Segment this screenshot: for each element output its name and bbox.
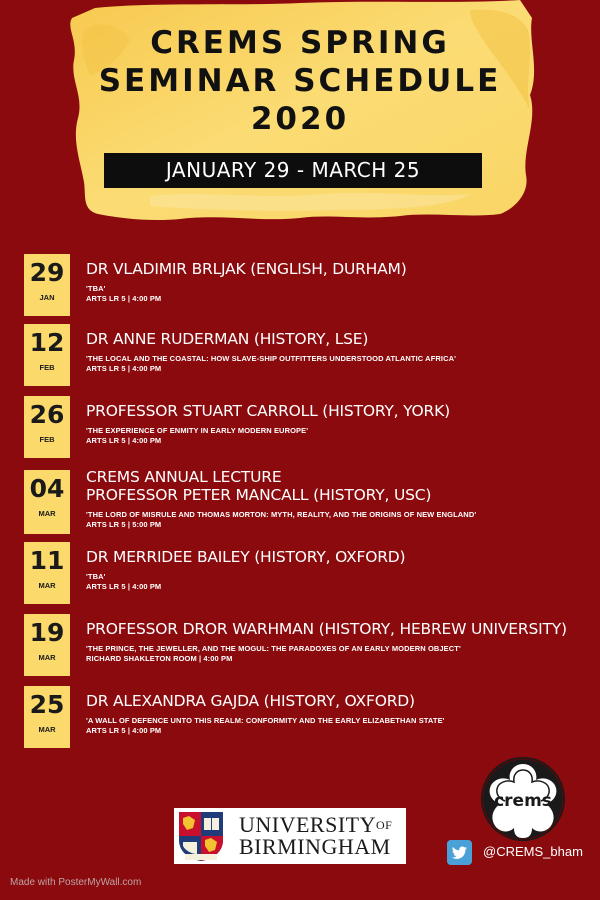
- event-month: MAR: [38, 509, 56, 518]
- event-day: 29: [29, 258, 65, 287]
- twitter-handle[interactable]: @CREMS_bham: [483, 844, 583, 859]
- date-badge: [24, 686, 70, 748]
- event-speaker: DR ANNE RUDERMAN (HISTORY, LSE): [86, 330, 369, 348]
- university-logo: [174, 808, 406, 864]
- event-venue: RICHARD SHAKLETON ROOM | 4:00 PM: [86, 654, 233, 663]
- event-details: [86, 260, 591, 304]
- event-details: [86, 620, 591, 664]
- university-of: OF: [376, 818, 393, 832]
- event-venue: ARTS LR 5 | 4:00 PM: [86, 364, 162, 373]
- event-venue: ARTS LR 5 | 4:00 PM: [86, 294, 162, 303]
- university-line-1: UNIVERSITY: [239, 812, 376, 837]
- event-month: JAN: [39, 293, 55, 302]
- event-venue: ARTS LR 5 | 4:00 PM: [86, 726, 162, 735]
- university-name: [239, 814, 392, 858]
- event-speaker: DR MERRIDEE BAILEY (HISTORY, OXFORD): [86, 548, 406, 566]
- event-venue: ARTS LR 5 | 4:00 PM: [86, 436, 162, 445]
- event-talk-title: 'THE EXPERIENCE OF ENMITY IN EARLY MODERN EUROPE': [86, 426, 309, 435]
- event-details: [86, 468, 591, 530]
- event-venue: ARTS LR 5 | 5:00 PM: [86, 520, 162, 529]
- event-venue: ARTS LR 5 | 4:00 PM: [86, 582, 162, 591]
- date-badge: [24, 324, 70, 386]
- event-details: [86, 548, 591, 592]
- event-day: 04: [29, 474, 65, 503]
- event-speaker: PROFESSOR STUART CARROLL (HISTORY, YORK): [86, 402, 450, 420]
- event-day: 11: [29, 546, 65, 575]
- event-talk-title: 'THE LOCAL AND THE COASTAL: HOW SLAVE-SHIP OUTFITTERS UNDERSTOOD ATLANTIC AFRICA': [86, 354, 456, 363]
- event-month: FEB: [39, 363, 55, 372]
- date-badge: [24, 542, 70, 604]
- event-talk-title: 'A WALL OF DEFENCE UNTO THIS REALM: CONFORMITY AND THE EARLY ELIZABETHAN STATE': [86, 716, 445, 725]
- event-details: [86, 330, 591, 374]
- event-speaker: DR VLADIMIR BRLJAK (ENGLISH, DURHAM): [86, 260, 407, 278]
- date-badge: [24, 254, 70, 316]
- event-speaker-secondary: PROFESSOR PETER MANCALL (HISTORY, USC): [86, 486, 432, 504]
- event-talk-title: 'TBA': [86, 572, 106, 581]
- event-details: [86, 402, 591, 446]
- event-day: 19: [29, 618, 65, 647]
- event-month: MAR: [38, 653, 56, 662]
- twitter-icon[interactable]: [447, 840, 472, 865]
- event-details: [86, 692, 591, 736]
- event-day: 26: [29, 400, 65, 429]
- event-speaker: DR ALEXANDRA GAJDA (HISTORY, OXFORD): [86, 692, 415, 710]
- event-month: FEB: [39, 435, 55, 444]
- watermark: Made with PosterMyWall.com: [10, 877, 142, 888]
- crems-logo-text: crems: [494, 791, 552, 811]
- date-range-banner: JANUARY 29 - MARCH 25: [104, 153, 482, 188]
- event-speaker: CREMS ANNUAL LECTURE: [86, 468, 282, 486]
- title-line-3: 2020: [250, 101, 350, 137]
- date-badge: [24, 470, 70, 534]
- event-talk-title: 'THE LORD OF MISRULE AND THOMAS MORTON: MYTH, REALITY, AND THE ORIGINS OF NEW ENGLAND': [86, 510, 477, 519]
- event-month: MAR: [38, 725, 56, 734]
- event-day: 25: [29, 690, 65, 719]
- date-badge: [24, 396, 70, 458]
- date-badge: [24, 614, 70, 676]
- event-speaker: PROFESSOR DROR WARHMAN (HISTORY, HEBREW UNIVERSITY): [86, 620, 567, 638]
- crems-logo-icon: [480, 756, 566, 842]
- event-talk-title: 'TBA': [86, 284, 106, 293]
- poster-title: [60, 24, 540, 138]
- title-line-2: SEMINAR SCHEDULE: [98, 63, 502, 99]
- university-crest-icon: [177, 810, 225, 862]
- title-line-1: CREMS SPRING: [150, 25, 450, 61]
- university-line-2: BIRMINGHAM: [239, 834, 391, 859]
- event-talk-title: 'THE PRINCE, THE JEWELLER, AND THE MOGUL: THE PARADOXES OF AN EARLY MODERN OBJECT': [86, 644, 461, 653]
- event-month: MAR: [38, 581, 56, 590]
- event-day: 12: [29, 328, 65, 357]
